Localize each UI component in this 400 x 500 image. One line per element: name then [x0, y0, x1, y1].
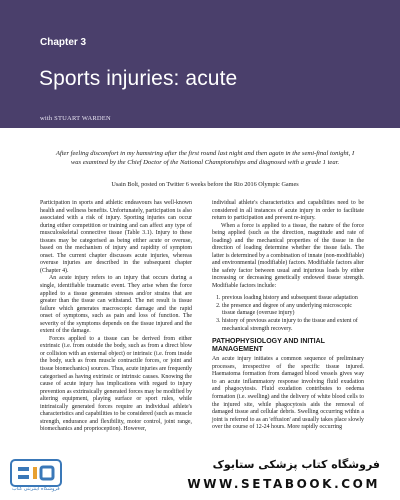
epigraph-attribution: Usain Bolt, posted on Twitter 6 weeks before the Rio 2016 Olympic Games [111, 181, 299, 188]
chapter-title: Sports injuries: acute [39, 67, 238, 90]
watermark-persian-text: فروشگاه کتاب پزشکی ستابوک [212, 458, 380, 471]
list-item: 1. previous loading history and subsequent tissue adaptation [222, 295, 364, 303]
paragraph: An acute injury initiates a common sequence of preliminary processes, irrespective of the specific tissue injured. Haematoma formation from damaged blood vessels gives way to an acute inflammatory response involving fluid exudation and phagocytosis. Fluid exudation contributes to oedema formation (i.e. swelling) and the delivery of white blood cells to the injured site, while phagocytosis aids the removal of damaged tissue and cellular debris. Swelling occurring within a joint is referred to as an 'effusion' and usually takes place slowly over the course of 12-24 hours. More rapidly occurring [212, 356, 364, 431]
chapter-author: with STUART WARDEN [40, 115, 111, 122]
logo-caption: فروشگاه اینترنتی کتاب [12, 486, 60, 492]
paragraph: Participation in sports and athletic endeavours has well-known health and wellness benefits. Unfortunately, participation is also associated with a risk of injury. Sporting injuries can occur during either competition or training and can affect any type of musculoskeletal connective tissue (Table 3.1). Injury to these tissues may be categorised as being either acute or overuse, based on the mechanism of injury and rapidity of symptom onset. The current chapter discusses acute injuries, whereas overuse injuries are described in the subsequent chapter (Chapter 4). [40, 200, 192, 274]
section-heading: PATHOPHYSIOLOGY AND INITIAL MANAGEMENT [212, 338, 325, 354]
setabook-logo [10, 456, 62, 490]
chapter-header [0, 0, 400, 128]
right-column [212, 200, 364, 432]
left-column [40, 200, 192, 434]
paragraph: When a force is applied to a tissue, the nature of the force being applied (such as the direction, magnitude and rate of loading) and the mechanical properties of the tissue in the direction of loading determine whether the tissue fails. The latter is determined by a combination of innate (non-modifiable) and environmental (modifiable) factors. Modifiable factors alter the safety factor between usual and injurious loads by either increasing or decreasing genetically endowed tissue strength. Modifiable factors include: [212, 222, 364, 290]
list-item: 2. the presence and degree of any underlying microscopic tissue damage (overuse injury) [222, 303, 364, 318]
modifiable-factors-list [212, 295, 364, 334]
paragraph: Forces applied to a tissue can be derived from either extrinsic (i.e. from outside the body, such as from a direct blow or collision with an external object) or intrinsic (i.e. from inside the body, such as from muscle contractile forces, or joint and tissue biomechanics) sources. Thus, acute injuries are frequently categorised as having extrinsic or intrinsic causes. Knowing the cause of acute injury has implications with regard to injury prevention as extrinsically generated forces may be modified by altering equipment, playing surface or sport rules, while intrinsically generated forces require an individual athlete's characteristics and capabilities to be considered (such as muscle strength, endurance and flexibility, motor control, joint range, biomechanics and proprioception). However, [40, 335, 192, 433]
list-item: 3. history of previous acute injury to the tissue and extent of mechanical strength recovery. [222, 318, 364, 333]
paragraph: individual athlete's characteristics and capabilities need to be considered in all instances of acute injury in order to facilitate return to participation and prevent re-injury. [212, 200, 364, 222]
watermark-url: WWW.SETABOOK.COM [187, 477, 380, 491]
chapter-label: Chapter 3 [40, 37, 87, 48]
epigraph-quote: After feeling discomfort in my hamstring after the first round last night and then again in the semi-final tonight, I was examined by the Chief Doctor of the National Championships and diagnosed with a grade 1 tear. [55, 150, 355, 166]
watermark-banner [0, 450, 400, 500]
paragraph: An acute injury refers to an injury that occurs during a single, identifiable traumatic event. They arise when the force applied to a tissue generates stresses and/or strains that are greater than the tissue can withstand. The net result is tissue failure which generates macroscopic damage and the rapid onset of symptoms, such as pain and loss of function. The severity of the symptoms depends on the tissue injured and the extent of the damage. [40, 275, 192, 335]
